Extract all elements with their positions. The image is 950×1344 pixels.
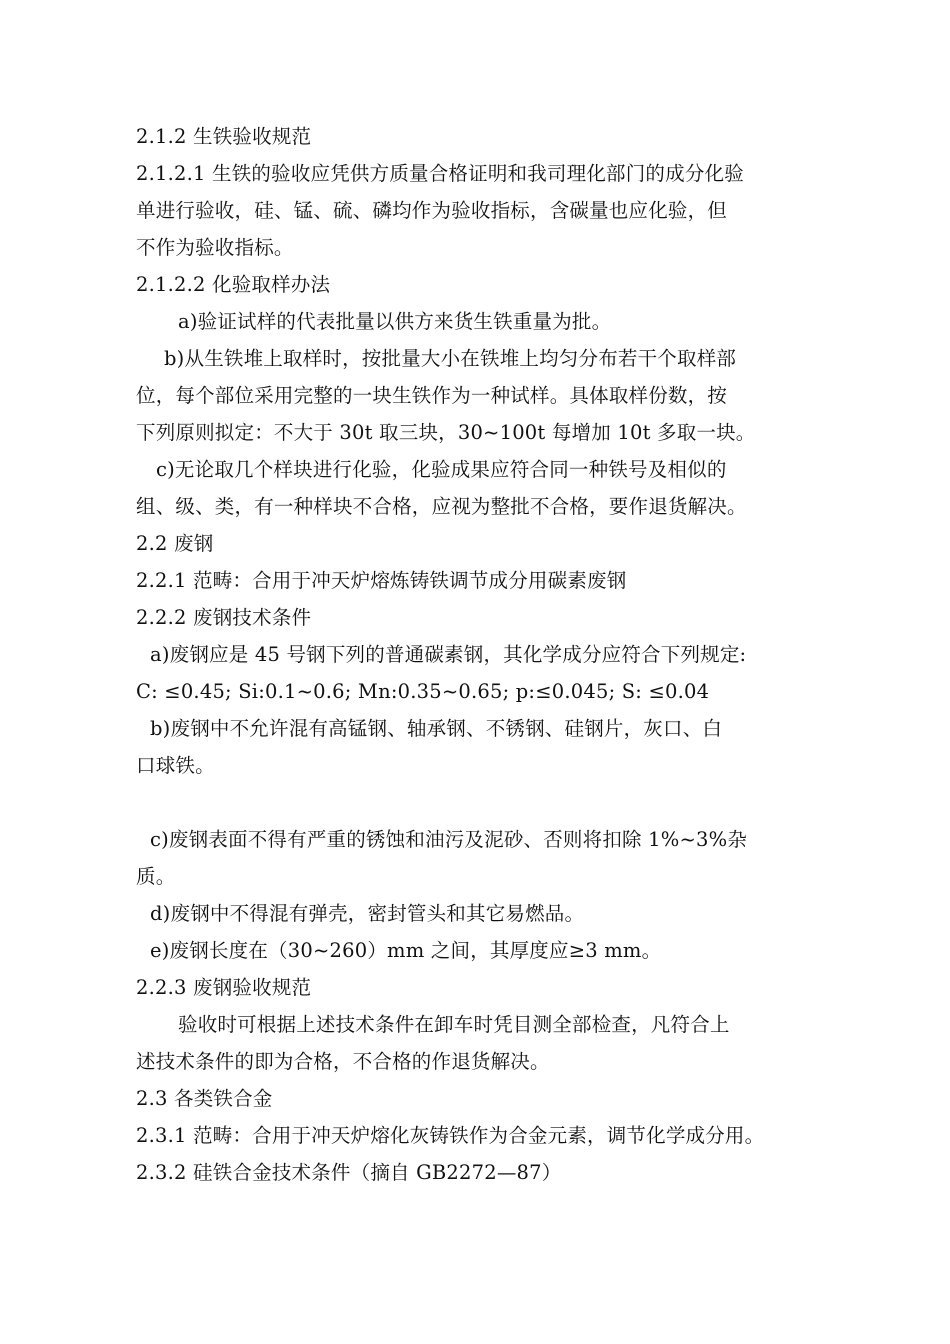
blank-line [136, 784, 856, 821]
list-item-a: a)废钢应是 45 号钢下列的普通碳素钢，其化学成分应符合下列规定: [150, 643, 747, 666]
list-item-d: d)废钢中不得混有弹壳，密封管头和其它易燃品。 [150, 902, 585, 925]
paragraph-line: 述技术条件的即为合格，不合格的作退货解决。 [136, 1050, 550, 1073]
list-item-b: b)从生铁堆上取样时，按批量大小在铁堆上均匀分布若干个取样部 [164, 347, 737, 370]
paragraph-line: 验收时可根据上述技术条件在卸车时凭目测全部检查，凡符合上 [178, 1013, 730, 1036]
list-item-a: a)验证试样的代表批量以供方来货生铁重量为批。 [178, 310, 612, 333]
list-item-e: e)废钢长度在（30~260）mm 之间，其厚度应≥3 mm。 [150, 939, 662, 962]
section-heading-2-3-1: 2.3.1 范畴：合用于冲天炉熔化灰铸铁作为合金元素，调节化学成分用。 [136, 1124, 765, 1147]
paragraph-line: 位，每个部位采用完整的一块生铁作为一种试样。具体取样份数，按 [136, 384, 728, 407]
section-heading-2-2-1: 2.2.1 范畴：合用于冲天炉熔炼铸铁调节成分用碳素废钢 [136, 569, 627, 592]
list-item-c: c)废钢表面不得有严重的锈蚀和油污及泥砂、否则将扣除 1%~3%杂 [150, 828, 748, 851]
paragraph-line: 单进行验收，硅、锰、硫、磷均作为验收指标，含碳量也应化验，但 [136, 199, 728, 222]
section-heading-2-2-3: 2.2.3 废钢验收规范 [136, 976, 312, 999]
list-item-b: b)废钢中不允许混有高锰钢、轴承钢、不锈钢、硅钢片，灰口、白 [150, 717, 723, 740]
list-item-c: c)无论取几个样块进行化验，化验成果应符合同一种铁号及相似的 [156, 458, 727, 481]
section-heading-2-2: 2.2 废钢 [136, 532, 214, 555]
section-heading-2-2-2: 2.2.2 废钢技术条件 [136, 606, 312, 629]
paragraph-line: 质。 [136, 865, 176, 888]
section-heading-2-3: 2.3 各类铁合金 [136, 1087, 273, 1110]
paragraph-line: 2.1.2.1 生铁的验收应凭供方质量合格证明和我司理化部门的成分化验 [136, 162, 744, 185]
section-heading-2-3-2: 2.3.2 硅铁合金技术条件（摘自 GB2272—87） [136, 1161, 562, 1184]
paragraph-line: 不作为验收指标。 [136, 236, 294, 259]
paragraph-line: 组、级、类，有一种样块不合格，应视为整批不合格，要作退货解决。 [136, 495, 747, 518]
paragraph-line: 口球铁。 [136, 754, 215, 777]
section-heading-2-1-2: 2.1.2 生铁验收规范 [136, 125, 312, 148]
paragraph-line: 下列原则拟定：不大于 30t 取三块，30~100t 每增加 10t 多取一块。 [136, 421, 756, 444]
composition-spec-line: C: ≤0.45; Si:0.1~0.6; Mn:0.35~0.65; p:≤0.045; S: ≤0.04 [136, 680, 710, 703]
section-heading-2-1-2-2: 2.1.2.2 化验取样办法 [136, 273, 331, 296]
document-body [136, 118, 856, 1191]
